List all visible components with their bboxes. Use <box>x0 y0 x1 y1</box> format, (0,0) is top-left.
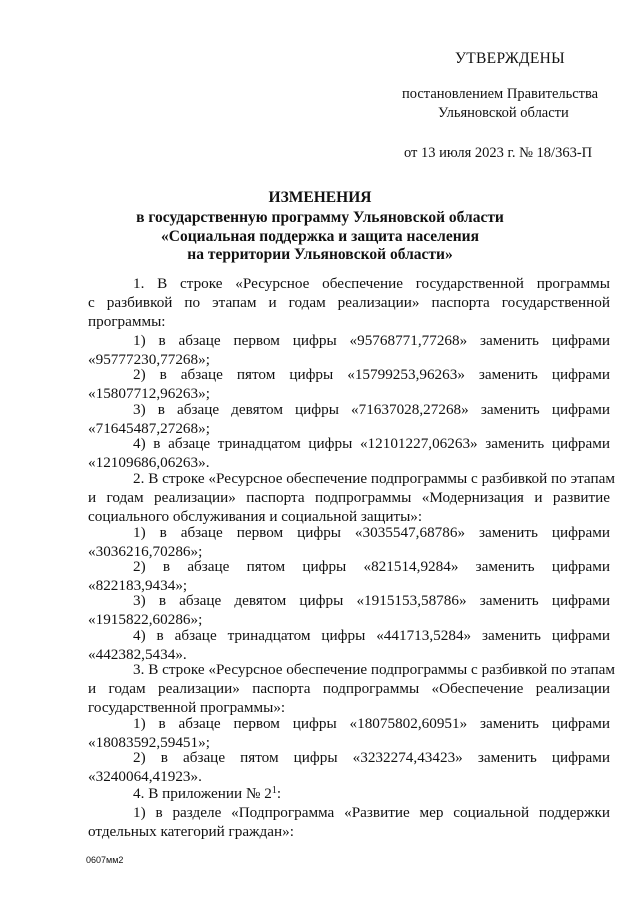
approval-date: от 13 июля 2023 г. № 18/363-П <box>404 145 593 161</box>
heading-title: ИЗМЕНЕНИЯ <box>268 189 372 206</box>
body-line: «12109686,06263». <box>88 454 210 471</box>
body-line: 1. В строке «Ресурсное обеспечение государственной программы <box>133 275 610 292</box>
body-line: 3) в абзаце девятом цифры «1915153,58786» заменить цифрами <box>133 592 610 609</box>
body-line: государственной программы»: <box>88 699 286 716</box>
body-line: «822183,9434»; <box>88 577 188 594</box>
footer-code: 0607мм2 <box>86 855 124 865</box>
appendix-line <box>133 784 281 804</box>
body-line: 1) в абзаце первом цифры «18075802,60951» заменить цифрами <box>133 715 610 732</box>
body-line: 4. В приложении № 2 <box>133 785 272 802</box>
heading-line-4: на территории Ульяновской области» <box>187 246 453 263</box>
body-line: 2. В строке «Ресурсное обеспечение подпрограммы с разбивкой по этапам <box>133 470 615 487</box>
body-line: 3) в абзаце девятом цифры «71637028,27268» заменить цифрами <box>133 401 610 418</box>
heading-line-2: в государственную программу Ульяновской области <box>136 209 504 226</box>
body-line: 1) в разделе «Подпрограмма «Развитие мер социальной поддержки <box>133 804 610 821</box>
body-line: «71645487,27268»; <box>88 420 210 437</box>
body-line: «18083592,59451»; <box>88 734 210 751</box>
body-line: 1) в абзаце первом цифры «95768771,77268» заменить цифрами <box>133 332 610 349</box>
body-line: отдельных категорий граждан»: <box>88 823 294 840</box>
approval-org: Ульяновской области <box>438 105 569 121</box>
body-line: и годам реализации» паспорта подпрограммы «Модернизация и развитие <box>88 489 610 506</box>
heading-line-3: «Социальная поддержка и защита населения <box>161 228 479 245</box>
body-line: «3036216,70286»; <box>88 543 203 560</box>
approval-by: постановлением Правительства <box>402 86 599 102</box>
appendix-tail: : <box>276 785 282 802</box>
appendix-superscript: 1 <box>271 785 277 796</box>
body-line: «15807712,96263»; <box>88 385 210 402</box>
body-line: и годам реализации» паспорта подпрограммы «Обеспечение реализации <box>88 680 610 697</box>
body-line: 1) в абзаце первом цифры «3035547,68786» заменить цифрами <box>133 524 610 541</box>
body-line: 2) в абзаце пятом цифры «15799253,96263» заменить цифрами <box>133 366 610 383</box>
body-line: программы: <box>88 313 166 330</box>
body-line: 4) в абзаце тринадцатом цифры «12101227,06263» заменить цифрами <box>133 435 610 452</box>
body-line: 2) в абзаце пятом цифры «3232274,43423» заменить цифрами <box>133 749 610 766</box>
body-line: 2) в абзаце пятом цифры «821514,9284» заменить цифрами <box>133 558 610 575</box>
body-line: «95777230,77268»; <box>88 351 210 368</box>
body-line: «3240064,41923». <box>88 768 202 785</box>
body-line: 3. В строке «Ресурсное обеспечение подпрограммы с разбивкой по этапам <box>133 661 615 678</box>
body-line: социального обслуживания и социальной защиты»: <box>88 508 423 525</box>
body-line: «442382,5434». <box>88 646 187 663</box>
approval-title: УТВЕРЖДЕНЫ <box>455 50 565 67</box>
body-line: с разбивкой по этапам и годам реализации» паспорта государственной <box>88 294 610 311</box>
body-line: 4) в абзаце тринадцатом цифры «441713,5284» заменить цифрами <box>133 627 610 644</box>
body-line: «1915822,60286»; <box>88 611 203 628</box>
